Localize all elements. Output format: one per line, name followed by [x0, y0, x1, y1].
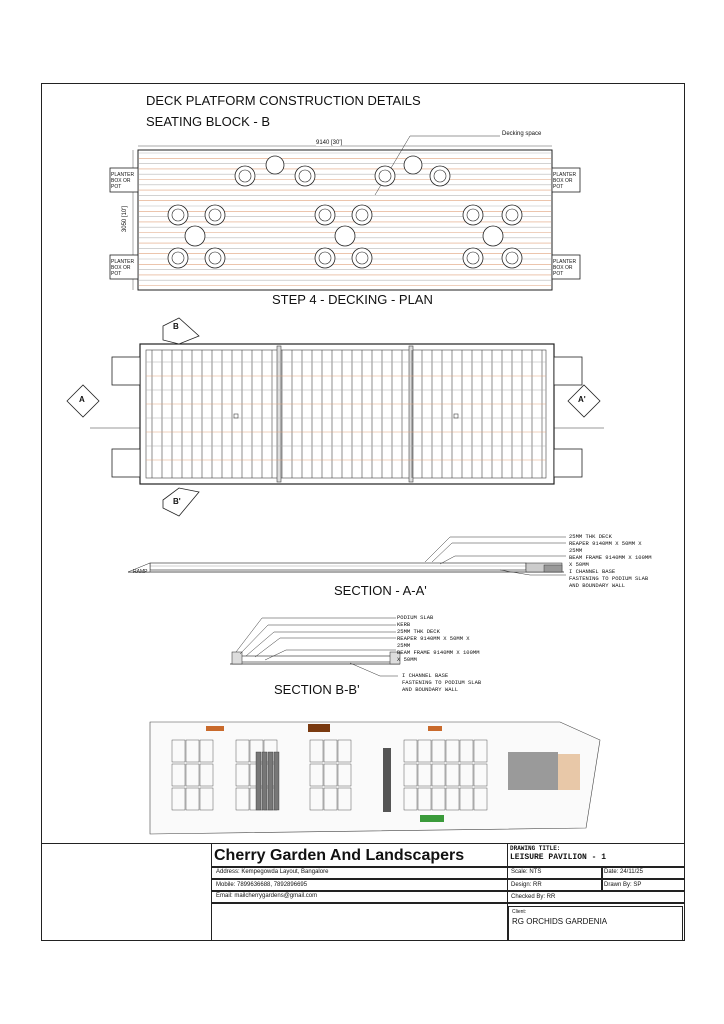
- note-line: REAPER 9140MM X 50MM X: [397, 635, 470, 642]
- note-line: X 50MM: [397, 656, 417, 663]
- section-marker-b-prime: B': [173, 497, 181, 506]
- company-email: Email: mailcherrygardens@gmail.com: [216, 893, 318, 899]
- drawing-title: LEISURE PAVILION - 1: [510, 853, 607, 862]
- note-line: 25MM THK DECK: [397, 628, 440, 635]
- decking-space-callout: Decking space: [502, 131, 542, 137]
- company-address: Address: Kempegowda Layout, Bangalore: [216, 869, 329, 875]
- parking-strip: [268, 752, 273, 810]
- scale-field: Scale: NTS: [511, 869, 542, 875]
- drawing-title-label: DRAWING TITLE:: [510, 845, 561, 852]
- parking-strip: [274, 752, 279, 810]
- planter-label: PLANTER BOX OR POT: [111, 259, 135, 277]
- info-row-line: [508, 878, 685, 880]
- note-line: KERB: [397, 621, 411, 628]
- note-line: 25MM: [569, 547, 583, 554]
- section-aa-caption: SECTION - A-A': [334, 583, 427, 598]
- note-line: AND BOUNDARY WALL: [402, 686, 459, 693]
- info-row-line: [508, 902, 685, 904]
- sheet-subtitle: SEATING BLOCK - B: [146, 114, 271, 129]
- note-line: FASTENING TO PODIUM SLAB: [569, 575, 649, 582]
- info-row-line: [508, 866, 685, 868]
- company-row-line: [211, 890, 508, 892]
- note-line: I CHANNEL BASE: [402, 672, 449, 679]
- client-label: Client:: [512, 909, 527, 915]
- client-name: RG ORCHIDS GARDENIA: [512, 917, 608, 926]
- planter-label: PLANTER BOX OR POT: [111, 172, 135, 190]
- note-line: FASTENING TO PODIUM SLAB: [402, 679, 482, 686]
- checked-by-field: Checked By: RR: [511, 894, 556, 900]
- ramp-label: RAMP: [133, 569, 148, 575]
- company-mobile: Mobile: 7899636688, 7892896695: [216, 882, 308, 888]
- company-row-line: [211, 902, 508, 904]
- section-marker-a-prime: A': [578, 395, 586, 404]
- sheet-title: DECK PLATFORM CONSTRUCTION DETAILS: [146, 93, 421, 108]
- info-col-line: [601, 866, 603, 890]
- note-line: X 50MM: [569, 561, 589, 568]
- parking-strip: [256, 752, 261, 810]
- note-line: BEAM FRAME 9140MM X 100MM: [569, 554, 652, 561]
- design-field: Design: RR: [511, 882, 542, 888]
- note-line: BEAM FRAME 9140MM X 100MM: [397, 649, 480, 656]
- note-line: AND BOUNDARY WALL: [569, 582, 626, 589]
- note-line: 25MM THK DECK: [569, 533, 612, 540]
- section-bb-caption: SECTION B-B': [274, 682, 360, 697]
- company-row-line: [211, 866, 508, 868]
- note-line: REAPER 9140MM X 50MM X: [569, 540, 642, 547]
- note-line: I CHANNEL BASE: [569, 568, 616, 575]
- info-row-line: [508, 890, 685, 892]
- planter-label: PLANTER BOX OR POT: [553, 172, 577, 190]
- parking-strip: [262, 752, 267, 810]
- decking-plan-caption: STEP 4 - DECKING - PLAN: [272, 292, 433, 307]
- company-name: Cherry Garden And Landscapers: [214, 847, 465, 864]
- plan-dimension-width: 3050 [10']: [122, 205, 129, 233]
- note-line: PODIUM SLAB: [397, 614, 434, 621]
- planter-label: PLANTER BOX OR POT: [553, 259, 577, 277]
- section-marker-a: A: [79, 395, 85, 404]
- note-line: 25MM: [397, 642, 411, 649]
- drawn-by-field: Drawn By: SP: [604, 882, 642, 888]
- company-row-line: [211, 878, 508, 880]
- date-field: Date: 24/11/25: [604, 869, 643, 875]
- plan-dimension-length: 9140 [30']: [316, 140, 343, 146]
- section-marker-b: B: [173, 322, 179, 331]
